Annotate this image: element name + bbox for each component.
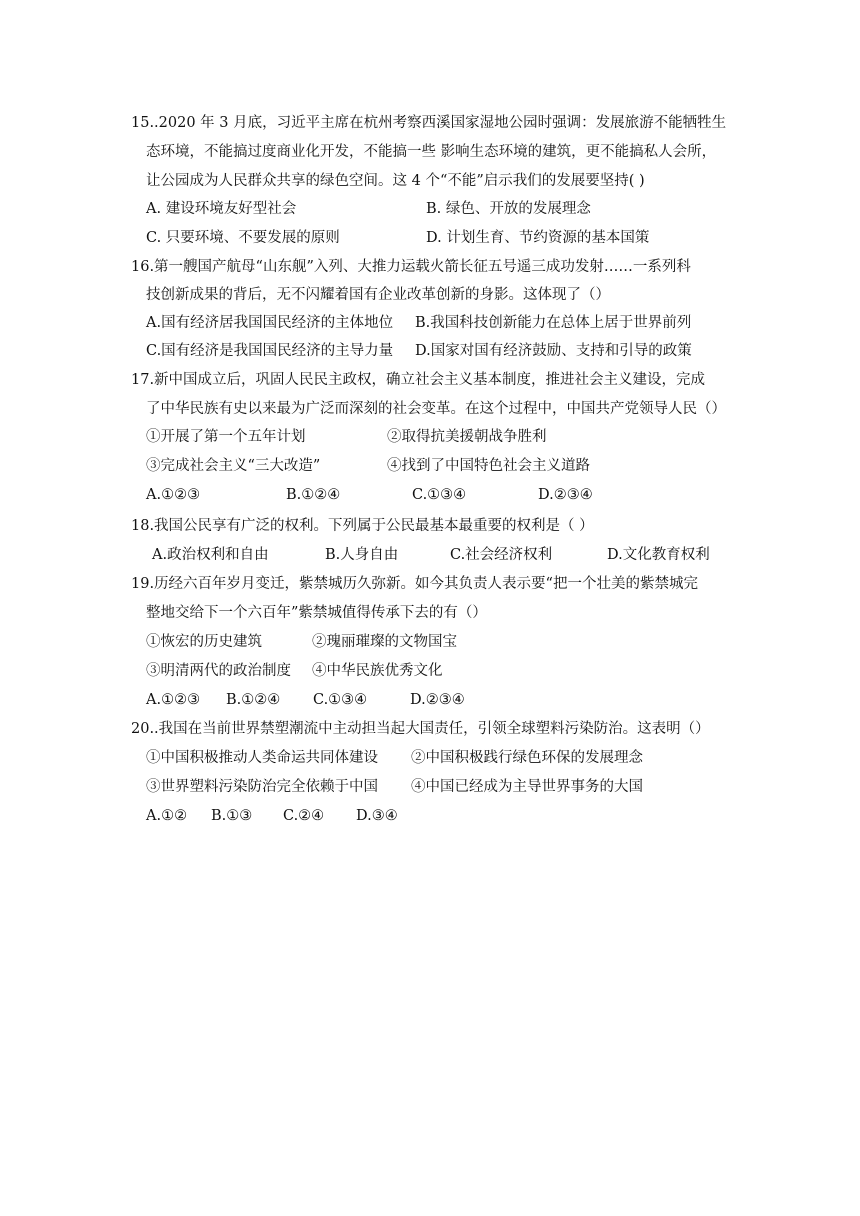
question-text-line: 了中华民族有史以来最为广泛而深刻的社会变革。在这个过程中，中国共产党领导人民（） xyxy=(146,401,726,417)
option-b: B.①③ xyxy=(211,808,253,824)
option-a: A.①②③ xyxy=(146,487,201,503)
question-text-line: 20..我国在当前世界禁塑潮流中主动担当起大国责任，引领全球塑料污染防治。这表明（） xyxy=(131,721,710,737)
question-text-line: 让公园成为人民群众共享的绿色空间。这 4 个“不能”启示我们的发展要坚持( ) xyxy=(146,173,645,189)
statement-item: ②中国积极践行绿色环保的发展理念 xyxy=(411,750,643,766)
option-b: B.①②④ xyxy=(286,487,341,503)
statement-item: ③明清两代的政治制度 xyxy=(146,663,291,679)
option-c: C.①③④ xyxy=(313,692,368,708)
option-a: A.①② xyxy=(146,808,188,824)
option-d: D.③④ xyxy=(356,808,398,824)
question-text-line: 17.新中国成立后，巩固人民民主政权，确立社会主义基本制度，推进社会主义建设，完成 xyxy=(131,372,706,388)
statement-item: ④中华民族优秀文化 xyxy=(312,663,443,679)
option-d: D.②③④ xyxy=(538,487,593,503)
statement-item: ③世界塑料污染防治完全依赖于中国 xyxy=(146,779,378,795)
option-c: C.社会经济权利 xyxy=(450,547,553,563)
statement-item: ④找到了中国特色社会主义道路 xyxy=(387,458,590,474)
option-d: D.②③④ xyxy=(410,692,465,708)
statement-item: ③完成社会主义“三大改造” xyxy=(146,458,321,474)
statement-item: ②取得抗美援朝战争胜利 xyxy=(387,429,547,445)
option-d: D.国家对国有经济鼓励、支持和引导的政策 xyxy=(415,343,692,359)
question-text-line: 15..2020 年 3 月底，习近平主席在杭州考察西溪国家湿地公园时强调：发展旅游不能牺牲生 xyxy=(131,115,727,131)
option-a: A.国有经济居我国国民经济的主体地位 xyxy=(146,315,394,331)
question-text-line: 技创新成果的背后，无不闪耀着国有企业改革创新的身影。这体现了（） xyxy=(146,287,610,303)
option-b: B. 绿色、开放的发展理念 xyxy=(426,201,591,217)
option-c: C. 只要环境、不要发展的原则 xyxy=(146,230,340,246)
option-b: B.①②④ xyxy=(226,692,281,708)
question-text-line: 18.我国公民享有广泛的权利。下列属于公民最基本最重要的权利是（ ） xyxy=(131,518,594,534)
option-a: A. 建设环境友好型社会 xyxy=(146,201,297,217)
statement-item: ①开展了第一个五年计划 xyxy=(146,429,306,445)
option-d: D.文化教育权利 xyxy=(607,547,710,563)
option-a: A.政治权利和自由 xyxy=(152,547,269,563)
option-b: B.人身自由 xyxy=(325,547,399,563)
option-d: D. 计划生育、节约资源的基本国策 xyxy=(426,230,650,246)
question-text-line: 16.第一艘国产航母“山东舰”入列、大推力运载火箭长征五号遥三成功发射……一系列科 xyxy=(131,259,691,275)
option-c: C.国有经济是我国国民经济的主导力量 xyxy=(146,343,394,359)
option-b: B.我国科技创新能力在总体上居于世界前列 xyxy=(415,315,692,331)
question-text-line: 整地交给下一个六百年”紫禁城值得传承下去的有（） xyxy=(146,605,487,621)
question-text-line: 19.历经六百年岁月变迁，紫禁城历久弥新。如今其负责人表示要“把一个壮美的紫禁城完 xyxy=(131,576,698,592)
option-a: A.①②③ xyxy=(146,692,201,708)
statement-item: ①恢宏的历史建筑 xyxy=(146,634,262,650)
statement-item: ①中国积极推动人类命运共同体建设 xyxy=(146,750,378,766)
statement-item: ④中国已经成为主导世界事务的大国 xyxy=(411,779,643,795)
statement-item: ②瑰丽璀璨的文物国宝 xyxy=(312,634,457,650)
option-c: C.②④ xyxy=(283,808,325,824)
option-c: C.①③④ xyxy=(412,487,467,503)
question-text-line: 态环境，不能搞过度商业化开发，不能搞一些 影响生态环境的建筑，更不能搞私人会所， xyxy=(146,144,717,160)
